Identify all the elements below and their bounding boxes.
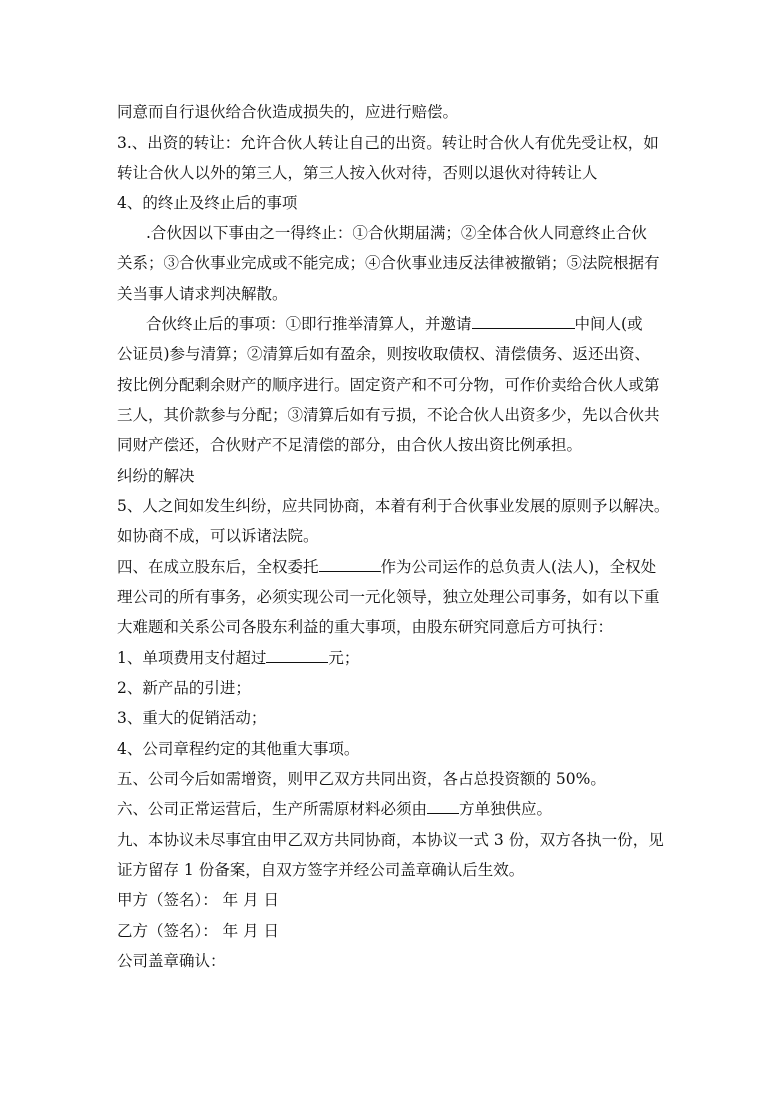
text-line-22: 4、公司章程约定的其他重大事项。 [117,740,360,758]
text-segment: 四、在成立股东后，全权委托 [117,558,319,576]
text-line-4: 4、的终止及终止后的事项 [117,194,298,212]
text-segment: 六、公司正常运营后，生产所需原材料必须由 [117,800,428,818]
text-line-9: 公证员)参与清算；②清算后如有盈余，则按收取债权、清偿债务、返还出资、 [117,345,651,363]
text-line-18: 大难题和关系公司各股东利益的重大事项，由股东研究同意后方可执行： [117,618,614,636]
text-line-14: 5、人之间如发生纠纷，应共同协商，本着有利于合伙事业发展的原则予以解决。 [117,497,670,515]
text-line-24 [117,799,552,819]
text-line-26: 证方留存 1 份备案，自双方签字并经公司盖章确认后生效。 [117,861,525,879]
text-line-3: 转让合伙人以外的第三人，第三人按入伙对待，否则以退伙对待转让人 [117,164,598,182]
text-segment: 中间人(或 [574,315,643,333]
blank-intermediary [472,314,575,329]
text-line-12: 同财产偿还，合伙财产不足清偿的部分，由合伙人按出资比例承担。 [117,436,583,454]
text-line-25: 九、本协议未尽事宜由甲乙双方共同协商，本协议一式 3 份，双方各执一份，见 [117,831,664,849]
text-line-1: 同意而自行退伙给合伙造成损失的，应进行赔偿。 [117,103,459,121]
text-line-6: 关系；③合伙事业完成或不能完成；④合伙事业违反法律被撤销；⑤法院根据有 [117,254,660,272]
blank-amount [266,648,328,663]
signature-party-b: 乙方（签名）： 年 月 日 [117,922,280,940]
text-line-7: 关当事人请求判决解散。 [117,285,288,303]
text-line-2: 3.、出资的转让：允许合伙人转让自己的出资。转让时合伙人有优先受让权，如 [117,134,659,152]
text-line-16 [117,557,656,577]
text-segment: 元； [328,649,360,667]
text-line-20: 2、新产品的引进； [117,679,251,697]
text-line-5: .合伙因以下事由之一得终止：①合伙期届满；②全体合伙人同意终止合伙 [146,224,647,242]
text-line-17: 理公司的所有事务，必须实现公司一元化领导，独立处理公司事务，如有以下重 [117,588,660,606]
text-line-8 [146,314,643,334]
text-line-23: 五、公司今后如需增资，则甲乙双方共同出资，各占总投资额的 50%。 [117,770,606,788]
text-line-21: 3、重大的促销活动； [117,709,267,727]
text-line-15: 如协商不成，可以诉诸法院。 [117,527,319,545]
text-line-10: 按比例分配剩余财产的顺序进行。固定资产和不可分物，可作价卖给合伙人或第 [117,376,660,394]
blank-delegate [319,557,381,572]
signature-party-a: 甲方（签名）： 年 月 日 [117,891,280,909]
text-segment: 1、单项费用支付超过 [117,649,267,667]
text-line-11: 三人，其价款参与分配；③清算后如有亏损，不论合伙人出资多少，先以合伙共 [117,406,660,424]
blank-supplier [427,799,459,814]
text-segment: 方单独供应。 [459,800,553,818]
company-seal-confirm: 公司盖章确认： [117,952,226,970]
text-segment: 作为公司运作的总负责人(法人)，全权处 [380,558,657,576]
text-segment: 合伙终止后的事项：①即行推举清算人，并邀请 [146,315,472,333]
text-line-19 [117,648,359,668]
section-heading: 纠纷的解决 [117,467,195,485]
